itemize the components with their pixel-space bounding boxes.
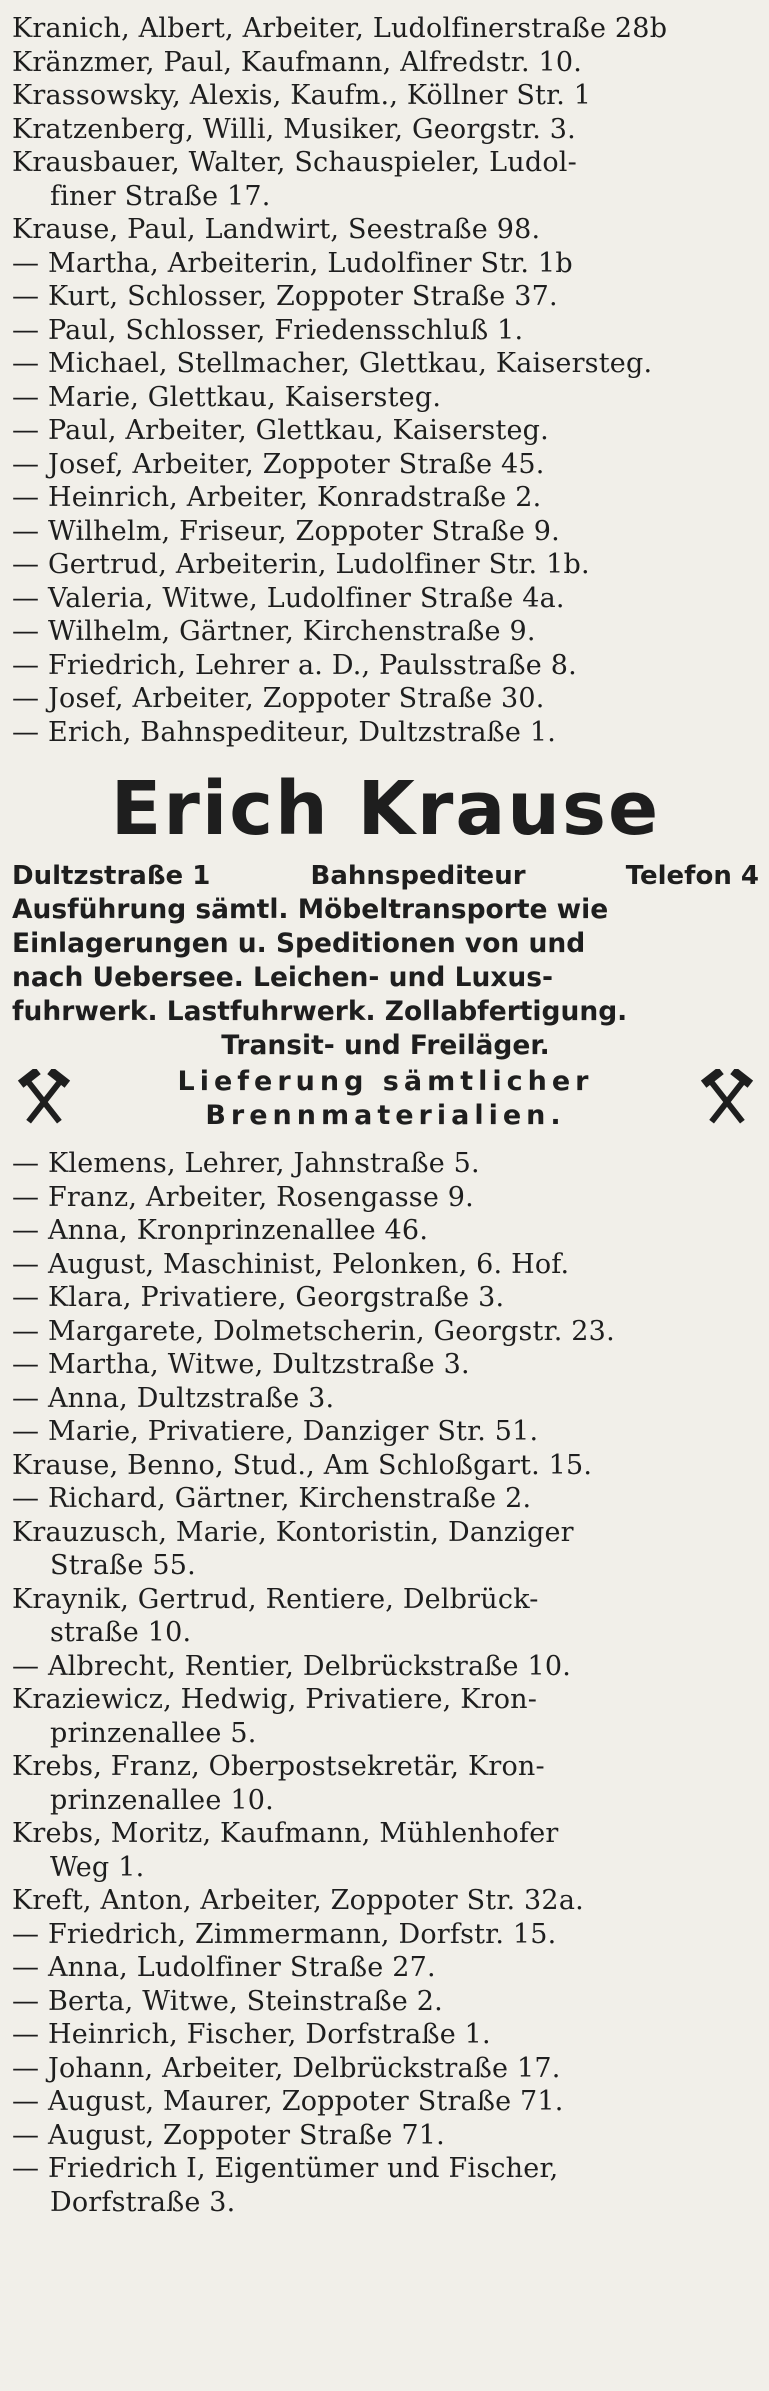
directory-entry: — Anna, Ludolfiner Straße 27. (12, 1952, 436, 1983)
directory-entry-continuation: Dorfstraße 3. (50, 2186, 236, 2218)
directory-entry: Krebs, Franz, Oberpostsekretär, Kron- (12, 1751, 545, 1782)
directory-entry: — Franz, Arbeiter, Rosengasse 9. (12, 1181, 474, 1213)
directory-entry: — Anna, Dultzstraße 3. (12, 1382, 335, 1414)
ad-text-line: fuhrwerk. Lastfuhrwerk. Zollabfertigung. (12, 996, 628, 1027)
directory-entry: — Friedrich, Zimmermann, Dorfstr. 15. (12, 1918, 557, 1950)
ad-header-row (12, 859, 759, 893)
directory-entry-continuation: prinzenallee 5. (50, 1717, 257, 1749)
ad-text-line-centered: Transit- und Freiläger. (221, 1030, 550, 1061)
entries-top (12, 12, 759, 749)
ad-delivery-text (76, 1065, 695, 1133)
advertisement-erich-krause (12, 763, 759, 1133)
directory-entry: Kraziewicz, Hedwig, Privatiere, Kron- (12, 1684, 538, 1715)
directory-entry: — Heinrich, Arbeiter, Konradstraße 2. (12, 482, 542, 513)
ad-business: Bahnspediteur (310, 861, 526, 891)
directory-entry: — Friedrich I, Eigentümer und Fischer, (12, 2153, 559, 2184)
directory-entry: — Klemens, Lehrer, Jahnstraße 5. (12, 1148, 480, 1179)
ad-text-line: Einlagerungen u. Speditionen von und (12, 928, 586, 959)
directory-entry-continuation: Straße 55. (50, 1550, 196, 1581)
directory-entry: — Marie, Privatiere, Danziger Str. 51. (12, 1416, 539, 1447)
directory-entry: Krassowsky, Alexis, Kaufm., Köllner Str. 1 (12, 80, 592, 111)
directory-entry: — August, Maschinist, Pelonken, 6. Hof. (12, 1248, 570, 1280)
directory-entry: — Josef, Arbeiter, Zoppoter Straße 30. (12, 683, 545, 714)
directory-entry: — Friedrich, Lehrer a. D., Paulsstraße 8. (12, 649, 577, 681)
directory-entry: — Gertrud, Arbeiterin, Ludolfiner Str. 1b. (12, 549, 590, 580)
directory-entry: — Paul, Arbeiter, Glettkau, Kaisersteg. (12, 415, 549, 446)
directory-entry: — Michael, Stellmacher, Glettkau, Kaisersteg. (12, 348, 653, 379)
directory-entry: — Albrecht, Rentier, Delbrückstraße 10. (12, 1650, 572, 1682)
directory-entry: — Martha, Arbeiterin, Ludolfiner Str. 1b (12, 247, 573, 279)
ad-text-line: Ausführung sämtl. Möbeltransporte wie (12, 894, 609, 925)
crossed-hammers-icon (12, 1069, 76, 1129)
directory-entry: Kratzenberg, Willi, Musiker, Georgstr. 3. (12, 113, 576, 145)
directory-entry: — Klara, Privatiere, Georgstraße 3. (12, 1282, 505, 1313)
directory-entry: — Richard, Gärtner, Kirchenstraße 2. (12, 1483, 532, 1514)
ad-phone: Telefon 4 (625, 861, 759, 891)
ad-title: Erich Krause (110, 766, 661, 852)
entries-bottom (12, 1147, 759, 2219)
directory-entry: — Paul, Schlosser, Friedensschluß 1. (12, 314, 524, 346)
directory-entry: — Margarete, Dolmetscherin, Georgstr. 23. (12, 1315, 615, 1347)
directory-entry-continuation: finer Straße 17. (50, 180, 271, 212)
directory-entry: — Berta, Witwe, Steinstraße 2. (12, 1985, 443, 2017)
directory-entry: — Heinrich, Fischer, Dorfstraße 1. (12, 2019, 491, 2050)
directory-entry: — Kurt, Schlosser, Zoppoter Straße 37. (12, 281, 558, 312)
directory-entry: Krause, Benno, Stud., Am Schloßgart. 15. (12, 1449, 593, 1481)
directory-entry: Kränzmer, Paul, Kaufmann, Alfredstr. 10. (12, 46, 583, 78)
directory-entry: — Wilhelm, Friseur, Zoppoter Straße 9. (12, 515, 560, 547)
directory-entry-continuation: prinzenallee 10. (50, 1784, 274, 1816)
directory-entry: — Martha, Witwe, Dultzstraße 3. (12, 1349, 470, 1380)
directory-entry: Krauzusch, Marie, Kontoristin, Danziger (12, 1516, 574, 1548)
directory-entry: — Valeria, Witwe, Ludolfiner Straße 4a. (12, 582, 565, 614)
directory-entry: Krausbauer, Walter, Schauspieler, Ludol- (12, 147, 577, 178)
directory-entry: Kreft, Anton, Arbeiter, Zoppoter Str. 32a. (12, 1885, 584, 1916)
directory-entry: — Erich, Bahnspediteur, Dultzstraße 1. (12, 716, 557, 748)
directory-entry: — Wilhelm, Gärtner, Kirchenstraße 9. (12, 616, 536, 647)
directory-entry: Kraynik, Gertrud, Rentiere, Delbrück- (12, 1583, 539, 1615)
directory-entry: — Marie, Glettkau, Kaisersteg. (12, 381, 442, 413)
directory-entry: — Johann, Arbeiter, Delbrückstraße 17. (12, 2052, 561, 2084)
ad-text-line: nach Uebersee. Leichen- und Luxus- (12, 962, 554, 993)
ad-street: Dultzstraße 1 (12, 861, 211, 891)
ad-delivery-line: Brennmaterialien. (205, 1100, 566, 1131)
directory-entry: — Josef, Arbeiter, Zoppoter Straße 45. (12, 448, 545, 480)
directory-entry: Krause, Paul, Landwirt, Seestraße 98. (12, 214, 541, 245)
crossed-hammers-icon (695, 1069, 759, 1129)
ad-delivery-line: Lieferung sämtlicher (177, 1066, 594, 1097)
directory-entry-continuation: straße 10. (50, 1617, 192, 1648)
directory-entry: Krebs, Moritz, Kaufmann, Mühlenhofer (12, 1818, 559, 1849)
directory-entry-continuation: Weg 1. (50, 1851, 145, 1883)
ad-delivery-block (12, 1065, 759, 1133)
directory-entry: Kranich, Albert, Arbeiter, Ludolfinerstraße 28b (12, 13, 668, 44)
directory-entry: — August, Maurer, Zoppoter Straße 71. (12, 2086, 564, 2117)
directory-entry: — Anna, Kronprinzenallee 46. (12, 1215, 429, 1246)
directory-entry: — August, Zoppoter Straße 71. (12, 2119, 445, 2151)
